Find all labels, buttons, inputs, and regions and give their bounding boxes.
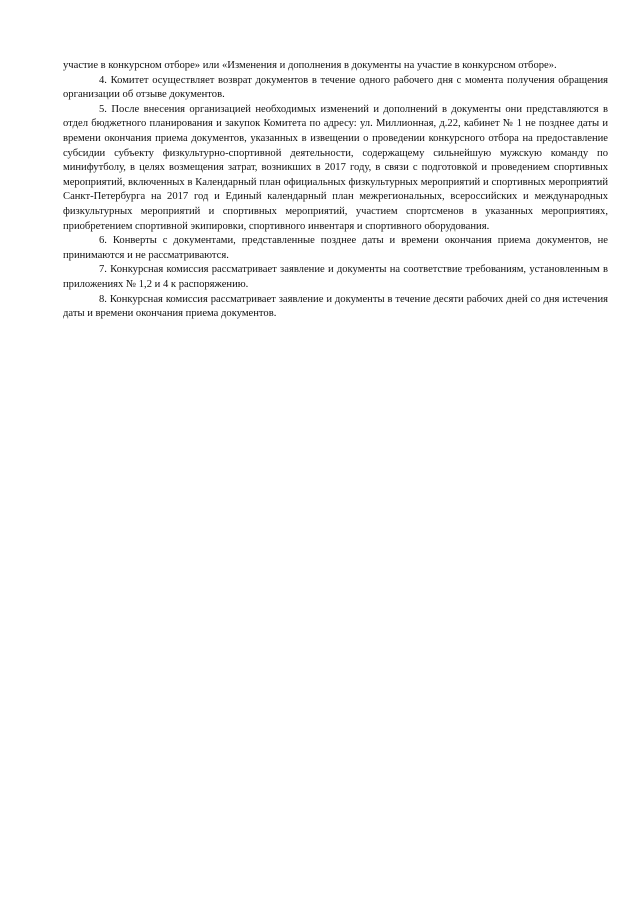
paragraph-8: 8. Конкурсная комиссия рассматривает заявление и документы в течение десяти рабочих дней со дня истечения даты и времени окончания приема документов. — [63, 293, 608, 320]
paragraph-continuation: участие в конкурсном отборе» или «Изменения и дополнения в документы на участие в конкурсном отборе». — [63, 60, 557, 71]
paragraph-6: 6. Конверты с документами, представленные позднее даты и времени окончания приема документов, не принимаются и не рассматриваются. — [63, 235, 608, 261]
paragraph-5: 5. После внесения организацией необходимых изменений и дополнений в документы они представляются в отдел бюджетного планирования и закупок Комитета по адресу: ул. Миллионная, д.22, кабинет № 1 не позднее даты и времени окончания приема документов, указанных в извещении о проведении конкурсного отбора на предоставление субсидии субъекту физкультурно-спортивной деятельности, содержащему сильнейшую мужскую команду по минифутболу, в целях возмещения затрат, возникших в 2017 году, в связи с подготовкой и проведением спортивных мероприятий, включенных в Календарный план официальных физкультурных мероприятий и спортивных мероприятий Санкт-Петербурга на 2017 год и Единый календарный план межрегиональных, всероссийских и международных физкультурных мероприятий и спортивных мероприятий, участием спортсменов в указанных мероприятиях, приобретением спортивной экипировки, спортивного инвентаря и спортивного оборудования. — [63, 103, 608, 232]
document-page — [63, 59, 608, 322]
paragraph-4: 4. Комитет осуществляет возврат документов в течение одного рабочего дня с момента получения обращения организации об отзыве документов. — [63, 74, 608, 101]
paragraph-7: 7. Конкурсная комиссия рассматривает заявление и документы на соответствие требованиям, установленным в приложениях № 1,2 и 4 к распоряжению. — [63, 264, 608, 290]
